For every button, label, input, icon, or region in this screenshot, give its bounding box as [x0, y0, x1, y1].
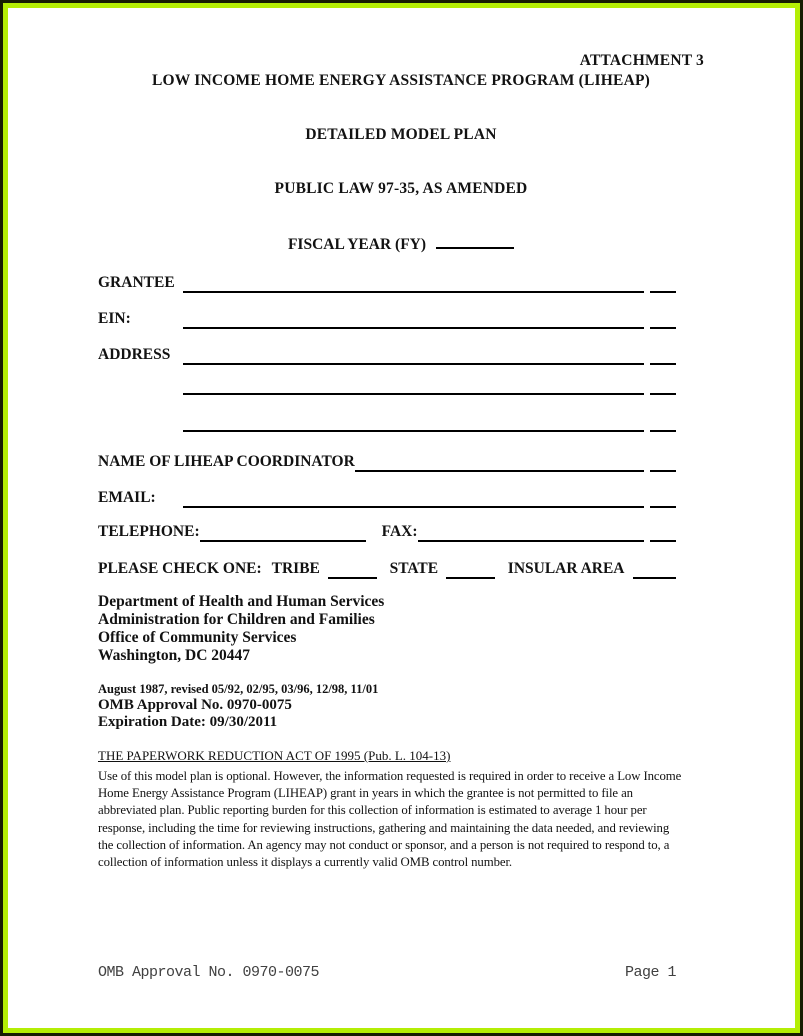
address-blank-1[interactable] [183, 345, 644, 365]
revision-history: August 1987, revised 05/92, 02/95, 03/96, 12/98, 11/01 [98, 682, 379, 696]
telephone-fax-row [98, 520, 676, 542]
telephone-blank[interactable] [200, 522, 366, 542]
address-blank-3[interactable] [183, 412, 644, 432]
agency-line-1: Department of Health and Human Services [98, 593, 385, 610]
coordinator-blank[interactable] [355, 452, 644, 472]
agency-address-block [98, 593, 704, 665]
telephone-label: TELEPHONE: [98, 523, 200, 540]
address-row-2 [98, 373, 676, 395]
email-blank[interactable] [183, 488, 644, 508]
attachment-heading: ATTACHMENT 3 [579, 52, 704, 69]
paperwork-act-line: the collection of information. An agency may not conduct or sponsor, and a person is not required to respond to, a [98, 837, 670, 852]
fiscal-year-label: FISCAL YEAR (FY) [287, 236, 427, 253]
address-row-3 [98, 410, 676, 432]
omb-approval-number: OMB Approval No. 0970-0075 [98, 697, 292, 713]
fiscal-year-row [98, 235, 704, 253]
paperwork-act-heading: THE PAPERWORK REDUCTION ACT OF 1995 (Pub. L. 104-13) [98, 748, 451, 763]
insular-label: INSULAR AREA [507, 560, 625, 577]
ein-label: EIN: [98, 310, 131, 327]
coordinator-blank-tail[interactable] [650, 452, 676, 472]
grantee-blank-tail[interactable] [650, 273, 676, 293]
footer-page-number: Page 1 [624, 964, 676, 981]
tribe-checkbox-blank[interactable] [328, 559, 377, 579]
plan-title: DETAILED MODEL PLAN [305, 126, 497, 143]
grantee-blank[interactable] [183, 273, 644, 293]
ein-blank-tail[interactable] [650, 309, 676, 329]
address-label: ADDRESS [98, 346, 171, 363]
coordinator-label: NAME OF LIHEAP COORDINATOR [98, 453, 355, 470]
document-content [8, 8, 795, 1028]
paperwork-act-line: Use of this model plan is optional. However, the information requested is required in order to receive a Low Income [98, 769, 682, 783]
coordinator-row [98, 450, 676, 472]
program-title: LOW INCOME HOME ENERGY ASSISTANCE PROGRAM (LIHEAP) [151, 72, 650, 89]
ein-blank[interactable] [183, 309, 644, 329]
address-blank-2[interactable] [183, 375, 644, 395]
paperwork-act-body [98, 768, 704, 871]
tribe-label: TRIBE [271, 560, 320, 577]
email-label: EMAIL: [98, 489, 156, 506]
paperwork-act-line: Home Energy Assistance Program (LIHEAP) grant in years in which the grantee is not permitted to file an [98, 786, 633, 801]
agency-line-4: Washington, DC 20447 [98, 647, 251, 664]
email-blank-tail[interactable] [650, 488, 676, 508]
paperwork-act-line: response, including the time for reviewing instructions, gathering and maintaining the data needed, and reviewing [98, 820, 670, 835]
fiscal-year-blank[interactable] [436, 235, 514, 249]
ein-row [98, 307, 676, 329]
paperwork-act-line: collection of information unless it displays a currently valid OMB control number. [98, 855, 513, 870]
state-label: STATE [389, 560, 439, 577]
law-title: PUBLIC LAW 97-35, AS AMENDED [274, 180, 528, 197]
paperwork-act-line: abbreviated plan. Public reporting burden for this collection of information is estimated to average 1 hour per [98, 803, 647, 818]
address-blank-2-tail[interactable] [650, 375, 676, 395]
footer-omb-number: OMB Approval No. 0970-0075 [98, 964, 320, 981]
omb-expiration-date: Expiration Date: 09/30/2011 [98, 714, 278, 730]
grantee-label: GRANTEE [98, 274, 175, 291]
agency-line-3: Office of Community Services [98, 629, 297, 646]
address-blank-3-tail[interactable] [650, 412, 676, 432]
check-one-label: PLEASE CHECK ONE: [98, 560, 262, 577]
check-one-row [98, 557, 676, 579]
fax-label: FAX: [381, 523, 418, 540]
document-page [3, 3, 800, 1033]
address-blank-1-tail[interactable] [650, 345, 676, 365]
email-row [98, 486, 676, 508]
agency-line-2: Administration for Children and Families [98, 611, 375, 628]
fax-blank[interactable] [418, 522, 644, 542]
fax-blank-tail[interactable] [650, 522, 676, 542]
state-checkbox-blank[interactable] [446, 559, 495, 579]
insular-checkbox-blank[interactable] [633, 559, 676, 579]
address-row [98, 343, 676, 365]
grantee-row [98, 271, 676, 293]
page-footer [98, 965, 676, 981]
